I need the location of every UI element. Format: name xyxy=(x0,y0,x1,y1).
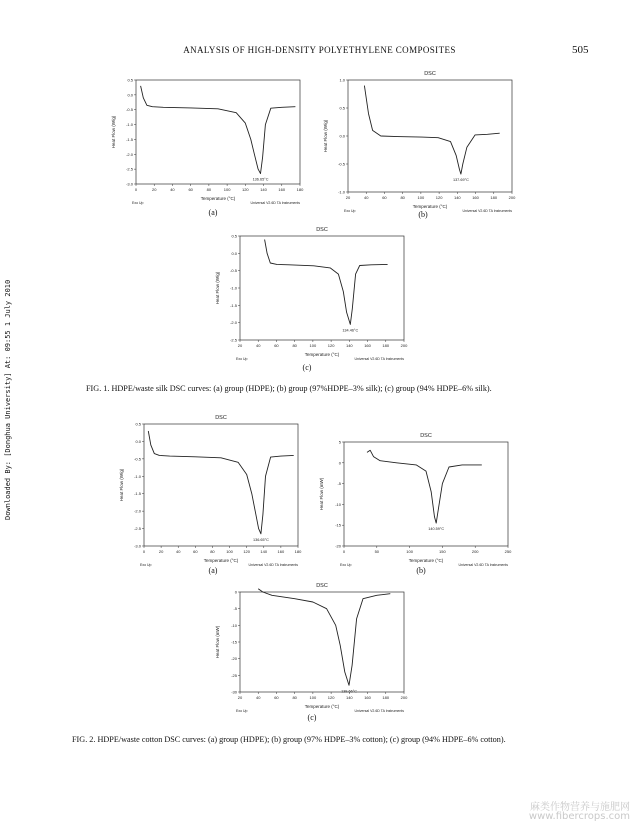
instrument-label: Universal V2.6D TA Instruments xyxy=(248,563,298,567)
y-tick-label: -0.5 xyxy=(126,107,133,113)
y-tick-label: -3.0 xyxy=(126,181,133,187)
x-tick-label: 80 xyxy=(292,695,297,700)
x-tick-label: 50 xyxy=(374,549,380,554)
y-tick-label: -15 xyxy=(335,522,341,528)
chart-fig2a xyxy=(116,410,306,568)
exo-up-label: Exo Up xyxy=(344,209,356,213)
y-tick-label: -1.0 xyxy=(338,189,345,195)
peak-label: 137.69°C xyxy=(452,178,469,183)
x-tick-label: 140 xyxy=(345,695,353,700)
instrument-label: Universal V2.6D TA Instruments xyxy=(462,209,512,213)
x-axis-label: Temperature (°C) xyxy=(412,204,448,209)
x-tick-label: 40 xyxy=(170,187,175,192)
x-tick-label: 40 xyxy=(255,695,261,700)
x-tick-label: 20 xyxy=(151,187,157,192)
x-tick-label: 200 xyxy=(508,195,516,200)
watermark-url: www.fibercrops.com xyxy=(528,811,630,822)
y-tick-label: -1.5 xyxy=(230,302,237,308)
y-tick-label: 0.5 xyxy=(135,421,141,427)
y-axis-label: Heat Flow (mW) xyxy=(319,477,324,511)
dsc-curve xyxy=(364,86,499,175)
y-tick-label: -1.0 xyxy=(230,285,237,291)
exo-up-label: Exo Up xyxy=(236,357,248,361)
y-tick-label: 0.0 xyxy=(127,92,133,98)
panel-label-fig1a: (a) xyxy=(208,208,218,217)
y-tick-label: -1.0 xyxy=(126,122,133,128)
x-tick-label: 180 xyxy=(296,187,304,192)
x-tick-label: 20 xyxy=(237,695,243,700)
y-tick-label: 5 xyxy=(338,439,341,445)
peak-label: 134.46°C xyxy=(342,328,359,333)
y-tick-label: -20 xyxy=(231,656,237,662)
y-tick-label: -1.5 xyxy=(134,491,141,497)
x-axis-label: Temperature (°C) xyxy=(408,558,444,563)
y-tick-label: -2.0 xyxy=(126,151,133,157)
y-tick-label: 0 xyxy=(338,460,341,466)
y-tick-label: 1.0 xyxy=(339,77,345,83)
x-tick-label: 140 xyxy=(453,195,461,200)
running-title: ANALYSIS OF HIGH-DENSITY POLYETHYLENE COMPOSITES xyxy=(183,45,456,55)
y-axis-label: Heat Flow (mW) xyxy=(215,625,220,659)
x-axis-label: Temperature (°C) xyxy=(304,704,340,709)
panel-label-fig1c: (c) xyxy=(302,363,312,372)
download-note: Downloaded By: [Donghua University] At: 09:55 1 July 2010 xyxy=(4,279,12,520)
x-tick-label: 180 xyxy=(294,549,302,554)
y-tick-label: -2.0 xyxy=(134,508,141,514)
x-tick-label: 150 xyxy=(439,549,446,554)
y-axis-label: Heat Flow (W/g) xyxy=(111,115,116,149)
dsc-curve xyxy=(265,240,388,325)
plot-frame xyxy=(240,236,404,340)
x-tick-label: 120 xyxy=(243,549,251,554)
y-tick-label: -1.0 xyxy=(134,473,141,479)
x-tick-label: 20 xyxy=(345,195,351,200)
instrument-label: Universal V2.6D TA Instruments xyxy=(354,357,404,361)
y-tick-label: -5 xyxy=(337,481,341,487)
exo-up-label: Exo Up xyxy=(132,201,144,205)
x-tick-label: 180 xyxy=(382,695,390,700)
plot-frame xyxy=(136,80,300,184)
peak-label: 136.65°C xyxy=(252,537,269,542)
x-axis-label: Temperature (°C) xyxy=(304,352,340,357)
x-tick-label: 40 xyxy=(255,343,261,348)
panel-label-fig1b: (b) xyxy=(418,210,428,219)
exo-up-label: Exo Up xyxy=(140,563,152,567)
x-tick-label: 160 xyxy=(278,187,286,192)
x-tick-label: 200 xyxy=(400,343,408,348)
x-tick-label: 200 xyxy=(400,695,408,700)
y-tick-label: 0 xyxy=(234,589,237,595)
x-tick-label: 100 xyxy=(417,195,425,200)
panel-label-fig2b: (b) xyxy=(416,566,426,575)
side-note-wrapper xyxy=(4,279,14,740)
y-tick-label: 0.5 xyxy=(231,233,237,239)
chart-title: DSC xyxy=(316,227,328,233)
x-tick-label: 20 xyxy=(158,549,164,554)
x-tick-label: 120 xyxy=(241,187,249,192)
plot-frame xyxy=(144,424,298,546)
x-tick-label: 120 xyxy=(435,195,443,200)
y-tick-label: -15 xyxy=(231,639,237,645)
x-tick-label: 140 xyxy=(260,187,267,192)
x-axis-label: Temperature (°C) xyxy=(200,196,236,201)
chart-fig2b xyxy=(316,428,516,568)
x-tick-label: 120 xyxy=(327,343,335,348)
peak-label: 140.59°C xyxy=(428,527,445,532)
page-number: 505 xyxy=(572,44,589,56)
x-tick-label: 180 xyxy=(382,343,390,348)
chart-fig1a xyxy=(108,66,308,206)
instrument-label: Universal V2.6D TA Instruments xyxy=(354,709,404,713)
x-tick-label: 80 xyxy=(400,195,405,200)
instrument-label: Universal V2.6D TA Instruments xyxy=(458,563,508,567)
instrument-label: Universal V2.6D TA Instruments xyxy=(250,201,300,205)
x-tick-label: 100 xyxy=(226,549,233,554)
x-tick-label: 160 xyxy=(364,695,371,700)
chart-fig1c xyxy=(212,222,412,362)
y-axis-label: Heat Flow (W/g) xyxy=(215,271,220,305)
chart-title: DSC xyxy=(316,583,328,589)
y-tick-label: -20 xyxy=(335,543,341,549)
x-tick-label: 200 xyxy=(471,549,479,554)
y-axis-label: Heat Flow (W/g) xyxy=(119,468,124,502)
chart-title: DSC xyxy=(420,433,432,439)
y-tick-label: -1.5 xyxy=(126,136,133,142)
y-tick-label: -0.5 xyxy=(134,456,141,462)
exo-up-label: Exo Up xyxy=(340,563,352,567)
x-tick-label: 100 xyxy=(223,187,231,192)
x-tick-label: 100 xyxy=(309,343,317,348)
y-tick-label: 0.0 xyxy=(135,438,141,444)
x-tick-label: 100 xyxy=(309,695,317,700)
plot-frame xyxy=(240,592,404,692)
x-tick-label: 80 xyxy=(210,549,215,554)
x-tick-label: 0 xyxy=(134,187,138,192)
dsc-curve xyxy=(148,431,293,534)
y-tick-label: 0.5 xyxy=(127,77,133,83)
y-axis-label: Heat Flow (W/g) xyxy=(323,119,328,153)
dsc-curve xyxy=(367,450,482,523)
x-tick-label: 140 xyxy=(345,343,353,348)
x-tick-label: 140 xyxy=(260,549,268,554)
dsc-curve xyxy=(258,589,390,686)
chart-fig2c xyxy=(212,578,412,714)
y-tick-label: -0.5 xyxy=(338,161,345,167)
y-tick-label: -2.5 xyxy=(230,337,237,343)
y-tick-label: -5 xyxy=(233,606,237,612)
x-tick-label: 40 xyxy=(175,549,181,554)
x-axis-label: Temperature (°C) xyxy=(203,558,239,563)
panel-label-fig2c: (c) xyxy=(307,713,317,722)
x-tick-label: 250 xyxy=(504,549,512,554)
y-tick-label: -10 xyxy=(335,501,341,507)
plot-frame xyxy=(344,442,508,546)
panel-label-fig2a: (a) xyxy=(208,566,218,575)
x-tick-label: 80 xyxy=(292,343,297,348)
x-tick-label: 40 xyxy=(363,195,369,200)
x-tick-label: 20 xyxy=(237,343,243,348)
x-tick-label: 60 xyxy=(274,343,279,348)
figure-2-caption: FIG. 2. HDPE/waste cotton DSC curves: (a) group (HDPE); (b) group (97% HDPE–3% cotton); (c) group (94% HDPE–6% cotton). xyxy=(72,735,506,744)
y-tick-label: -30 xyxy=(231,689,237,695)
y-tick-label: -10 xyxy=(231,622,237,628)
x-tick-label: 180 xyxy=(490,195,498,200)
peak-label: 139.66°C xyxy=(341,689,357,694)
x-tick-label: 60 xyxy=(193,549,198,554)
x-tick-label: 60 xyxy=(382,195,387,200)
peak-label: 136.65°C xyxy=(252,177,269,182)
x-tick-label: 80 xyxy=(206,187,212,192)
y-tick-label: 0.5 xyxy=(339,105,345,111)
y-tick-label: -3.0 xyxy=(134,543,141,549)
x-tick-label: 60 xyxy=(274,695,279,700)
x-tick-label: 160 xyxy=(472,195,479,200)
chart-fig1b xyxy=(320,66,520,214)
x-tick-label: 60 xyxy=(188,187,193,192)
y-tick-label: -0.5 xyxy=(230,268,237,274)
x-tick-label: 120 xyxy=(327,695,335,700)
watermark-cn: 麻类作物营养与施肥网 xyxy=(530,802,630,813)
y-tick-label: -2.5 xyxy=(126,166,133,172)
x-tick-label: 0 xyxy=(142,549,146,554)
y-tick-label: 0.0 xyxy=(339,133,345,139)
y-tick-label: -2.5 xyxy=(134,526,141,532)
exo-up-label: Exo Up xyxy=(236,709,248,713)
x-tick-label: 0 xyxy=(342,549,346,554)
chart-title: DSC xyxy=(424,71,436,77)
x-tick-label: 160 xyxy=(364,343,371,348)
y-tick-label: -2.0 xyxy=(230,320,237,326)
figure-1-caption: FIG. 1. HDPE/waste silk DSC curves: (a) group (HDPE); (b) group (97%HDPE–3% silk); (c) group (94% HDPE–6% silk). xyxy=(86,384,492,393)
chart-title: DSC xyxy=(215,415,227,421)
x-tick-label: 160 xyxy=(277,549,285,554)
dsc-curve xyxy=(141,86,296,174)
y-tick-label: 0.0 xyxy=(231,250,237,256)
plot-frame xyxy=(348,80,512,192)
x-tick-label: 100 xyxy=(406,549,413,554)
y-tick-label: -25 xyxy=(231,672,237,678)
